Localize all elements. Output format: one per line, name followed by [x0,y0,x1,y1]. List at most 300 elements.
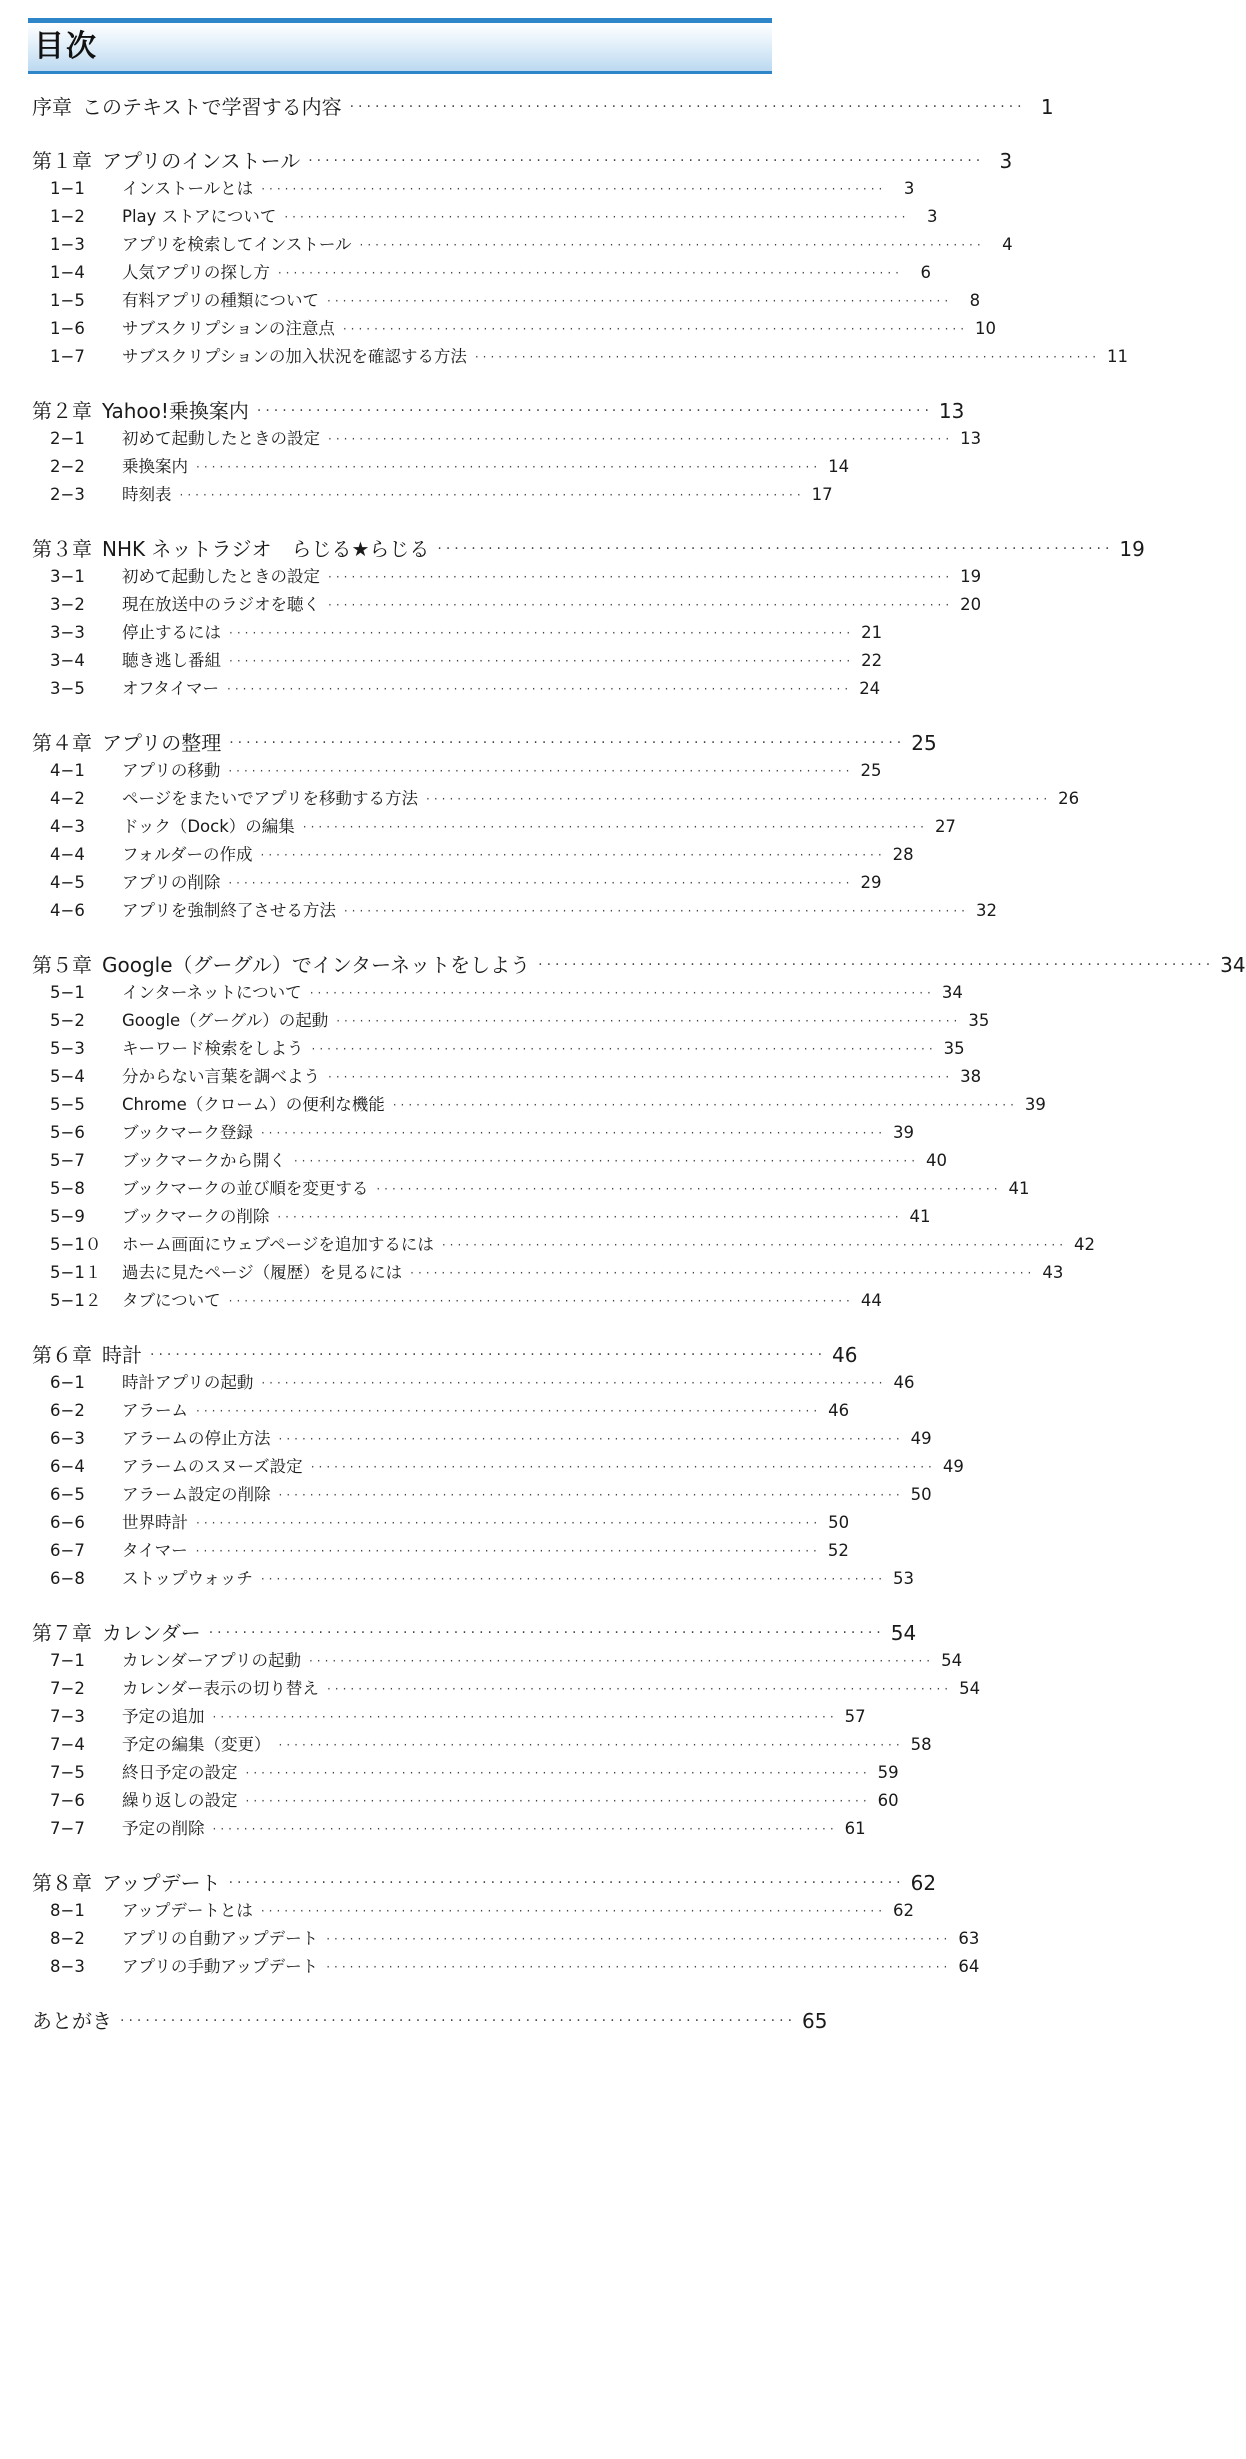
section-entry[interactable] [50,1760,899,1786]
entry-label: ブックマークの削除 [122,1207,270,1226]
leader-dots: ················································································ [228,1294,854,1308]
page-number: 54 [890,1621,917,1645]
page-number: 10 [975,319,997,338]
entry-title [50,592,320,618]
section-entry[interactable] [50,1120,915,1146]
entry-number: 3−2 [50,595,85,614]
entry-number: 4−6 [50,901,85,920]
section-entry[interactable] [50,1788,899,1814]
entry-title [50,1538,188,1564]
page-number: 41 [1008,1179,1030,1198]
section-entry[interactable] [50,1370,915,1396]
section-entry[interactable] [50,426,982,452]
leader-dots: ················································································ [327,294,953,308]
entry-label: 時刻表 [122,485,172,504]
entry-label: カレンダー [102,1621,201,1645]
entry-title [50,1482,271,1508]
entry-number: 5−1０ [50,1235,102,1254]
chapter-entry[interactable] [32,92,1054,122]
leader-dots: ················································································ [308,1654,935,1668]
page-number: 28 [892,845,914,864]
page-number: 35 [968,1011,990,1030]
leader-dots: ················································································ [179,488,805,502]
entry-label: アプリを検索してインストール [122,235,352,254]
section-entry[interactable] [50,1926,980,1952]
entry-title [32,1868,221,1898]
page-number: 49 [942,1457,964,1476]
entry-number: 5−4 [50,1067,85,1086]
entry-title [50,176,253,202]
page-number: 27 [934,817,956,836]
leader-dots: ················································································ [328,598,954,612]
entry-label: アップデート [102,1871,221,1895]
entry-label: Chrome（クローム）の便利な機能 [122,1095,385,1114]
section-entry[interactable] [50,1260,1064,1286]
page-number: 57 [844,1707,866,1726]
entry-number: 7−2 [50,1679,85,1698]
entry-title [32,2006,112,2036]
entry-number: 7−7 [50,1819,85,1838]
entry-title [32,396,249,426]
leader-dots: ················································································ [328,432,954,446]
entry-label: Google（グーグル）でインターネットをしよう [102,953,531,977]
entry-number: 7−3 [50,1707,85,1726]
entry-number: 2−3 [50,485,85,504]
entry-number: 3−4 [50,651,85,670]
entry-title [32,92,342,122]
section-entry[interactable] [50,1288,882,1314]
page-number: 54 [941,1651,963,1670]
entry-title [50,1898,253,1924]
entry-number: 第８章 [32,1871,92,1895]
page-number: 13 [960,429,982,448]
page-number: 65 [802,2009,828,2033]
entry-number: 1−2 [50,207,85,226]
toc-header [28,18,772,74]
entry-number: 8−3 [50,1957,85,1976]
entry-title [32,1340,142,1370]
page-number: 34 [1220,953,1246,977]
entry-title [50,344,467,370]
leader-dots: ················································································ [227,682,853,696]
leader-dots: ················································································ [260,848,886,862]
entry-label: ページをまたいでアプリを移動する方法 [122,789,419,808]
entry-label: 世界時計 [122,1513,188,1532]
entry-title [50,1064,320,1090]
page-number: 19 [960,567,982,586]
leader-dots: ················································································ [437,541,1114,557]
entry-title [50,204,276,230]
entry-number: 7−6 [50,1791,85,1810]
page-number: 43 [1042,1263,1064,1282]
section-entry[interactable] [50,898,997,924]
leader-dots: ················································································ [310,1460,936,1474]
page-number: 50 [910,1485,932,1504]
chapter-entry[interactable] [32,728,937,758]
leader-dots: ················································································ [196,1516,822,1530]
entry-title [50,842,253,868]
page-number: 41 [909,1207,931,1226]
entry-label: 乗換案内 [122,457,188,476]
chapter-entry[interactable] [32,534,1145,564]
entry-title [50,1426,271,1452]
section-entry[interactable] [50,1566,915,1592]
chapter-entry[interactable] [32,1868,937,1898]
section-entry[interactable] [50,344,1129,370]
entry-number: 6−8 [50,1569,85,1588]
page-number: 46 [828,1401,850,1420]
entry-title [50,1232,434,1258]
section-entry[interactable] [50,454,850,480]
entry-label: 停止するには [122,623,221,642]
entry-title [50,1788,238,1814]
entry-number: 3−3 [50,623,85,642]
entry-label: アラームの停止方法 [122,1429,271,1448]
entry-title [50,1566,253,1592]
entry-label: アラーム [122,1401,188,1420]
leader-dots: ················································································ [538,957,1215,973]
section-entry[interactable] [50,204,938,230]
page-number: 21 [861,623,883,642]
entry-number: 5−1１ [50,1263,102,1282]
section-entry[interactable] [50,1954,980,1980]
entry-number: 7−5 [50,1763,85,1782]
page-number: 25 [911,731,937,755]
leader-dots: ················································································ [328,570,954,584]
section-entry[interactable] [50,564,982,590]
page-number: 59 [877,1763,899,1782]
leader-dots: ················································································ [260,1572,887,1586]
entry-number: 7−4 [50,1735,85,1754]
section-entry[interactable] [50,1426,932,1452]
page-number: 11 [1107,347,1129,366]
section-entry[interactable] [50,1676,981,1702]
entry-number: 1−1 [50,179,85,198]
section-entry[interactable] [50,1538,849,1564]
entry-title [50,1008,328,1034]
leader-dots: ················································································ [277,266,903,280]
page-number: 44 [860,1291,882,1310]
section-entry[interactable] [50,1064,982,1090]
entry-label: 予定の削除 [122,1819,205,1838]
section-entry[interactable] [50,1008,990,1034]
entry-number: 8−2 [50,1929,85,1948]
page-number: 49 [910,1429,932,1448]
section-entry[interactable] [50,1092,1046,1118]
entry-title [50,1760,238,1786]
entry-label: ホーム画面にウェブページを追加するには [122,1235,434,1254]
entry-number: 5−1 [50,983,85,1002]
page-number: 1 [1040,95,1054,119]
section-entry[interactable] [50,1648,963,1674]
leader-dots: ················································································ [474,350,1101,364]
entry-title [50,1176,368,1202]
entry-number: 4−2 [50,789,85,808]
entry-title [50,870,220,896]
chapter-entry[interactable] [32,2006,828,2036]
leader-dots: ················································································ [336,1014,962,1028]
leader-dots: ················································································ [293,1154,920,1168]
entry-label: 予定の編集（変更） [122,1735,271,1754]
leader-dots: ················································································ [308,153,985,169]
entry-title [32,146,300,176]
entry-number: 第１章 [32,149,92,173]
entry-title [50,232,352,258]
section-entry[interactable] [50,1704,866,1730]
entry-label: サブスクリプションの注意点 [122,319,335,338]
section-entry[interactable] [50,1482,932,1508]
entry-number: 5−2 [50,1011,85,1030]
leader-dots: ················································································ [195,1544,821,1558]
entry-title [50,814,295,840]
section-entry[interactable] [50,842,914,868]
entry-title [50,426,320,452]
chapter-entry[interactable] [32,396,965,426]
entry-label: カレンダーアプリの起動 [122,1651,301,1670]
entry-title [50,620,221,646]
section-entry[interactable] [50,1398,850,1424]
entry-title [50,316,335,342]
entry-title [50,1676,319,1702]
leader-dots: ················································································ [441,1238,1068,1252]
page-number: 62 [893,1901,915,1920]
page-number: 39 [1024,1095,1046,1114]
entry-label: オフタイマー [122,679,220,698]
entry-number: 6−5 [50,1485,85,1504]
entry-title [50,1370,253,1396]
leader-dots: ················································································ [150,1347,827,1363]
leader-dots: ················································································ [326,1960,952,1974]
page-number: 52 [827,1541,849,1560]
leader-dots: ················································································ [302,820,928,834]
section-entry[interactable] [50,1732,932,1758]
page-number: 20 [960,595,982,614]
entry-label: 予定の追加 [122,1707,205,1726]
leader-dots: ················································································ [349,99,1026,115]
entry-number: 5−8 [50,1179,85,1198]
entry-number: 4−4 [50,845,85,864]
section-entry[interactable] [50,648,883,674]
section-entry[interactable] [50,758,882,784]
page-number: 19 [1119,537,1145,561]
section-entry[interactable] [50,316,997,342]
entry-title [50,1510,188,1536]
page-number: 34 [941,983,963,1002]
page-number: 3 [927,207,938,226]
entry-number: 1−7 [50,347,85,366]
entry-label: あとがき [32,2009,112,2033]
leader-dots: ················································································ [326,1932,952,1946]
entry-title [50,1120,253,1146]
leader-dots: ················································································ [245,1794,871,1808]
page-number: 25 [860,761,882,780]
entry-number: 6−1 [50,1373,85,1392]
leader-dots: ················································································ [228,1875,905,1891]
page-number: 24 [859,679,881,698]
entry-title [50,758,220,784]
entry-title [50,1454,303,1480]
section-entry[interactable] [50,1232,1096,1258]
entry-title [32,534,429,564]
page-number: 39 [893,1123,915,1142]
entry-title [50,564,320,590]
entry-number: 4−5 [50,873,85,892]
entry-number: 4−3 [50,817,85,836]
entry-number: 1−6 [50,319,85,338]
entry-title [50,1260,402,1286]
section-entry[interactable] [50,980,963,1006]
entry-title [50,1288,221,1314]
entry-number: 1−3 [50,235,85,254]
section-entry[interactable] [50,1510,850,1536]
section-entry[interactable] [50,814,956,840]
leader-dots: ················································································ [278,1488,904,1502]
entry-number: 6−2 [50,1401,85,1420]
section-entry[interactable] [50,288,981,314]
entry-title [32,950,530,980]
section-entry[interactable] [50,232,1013,258]
leader-dots: ················································································ [392,1098,1018,1112]
entry-label: アップデートとは [122,1901,253,1920]
section-entry[interactable] [50,786,1080,812]
entry-label: 時計アプリの起動 [122,1373,254,1392]
leader-dots: ················································································ [426,792,1052,806]
entry-number: 5−9 [50,1207,85,1226]
entry-title [50,288,319,314]
section-entry[interactable] [50,676,881,702]
entry-label: このテキストで学習する内容 [82,95,342,119]
leader-dots: ················································································ [284,210,910,224]
section-entry[interactable] [50,1898,915,1924]
page-number: 29 [860,873,882,892]
entry-number: 3−1 [50,567,85,586]
entry-label: NHK ネットラジオ らじる★らじる [102,537,430,561]
entry-title [50,1398,188,1424]
entry-number: 5−5 [50,1095,85,1114]
entry-label: ブックマーク登録 [122,1123,253,1142]
section-entry[interactable] [50,592,982,618]
entry-label: 繰り返しの設定 [122,1791,238,1810]
page-number: 6 [920,263,931,282]
entry-title [50,898,336,924]
entry-label: アプリの移動 [122,761,221,780]
entry-title [50,1926,318,1952]
page-number: 8 [969,291,981,310]
entry-label: アプリを強制終了させる方法 [122,901,336,920]
entry-label: 分からない言葉を調べよう [122,1067,320,1086]
entry-title [50,1704,205,1730]
page-title: 目次 [34,29,98,64]
entry-label: フォルダーの作成 [122,845,253,864]
leader-dots: ················································································ [229,626,855,640]
entry-number: 2−1 [50,429,85,448]
entry-title [50,676,219,702]
leader-dots: ················································································ [278,1432,904,1446]
leader-dots: ················································································ [245,1766,871,1780]
section-entry[interactable] [50,620,883,646]
section-entry[interactable] [50,870,882,896]
section-entry[interactable] [50,1204,931,1230]
entry-number: 3−5 [50,679,85,698]
section-entry[interactable] [50,1176,1030,1202]
leader-dots: ················································································ [309,986,935,1000]
chapter-entry[interactable] [32,1618,917,1648]
entry-label: インストールとは [122,179,254,198]
leader-dots: ················································································ [359,238,985,252]
section-entry[interactable] [50,482,833,508]
page-number: 42 [1074,1235,1096,1254]
chapter-entry[interactable] [32,146,1013,176]
leader-dots: ················································································ [260,1126,887,1140]
entry-number: 第３章 [32,537,92,561]
entry-label: アプリの整理 [102,731,222,755]
entry-label: アラームのスヌーズ設定 [122,1457,303,1476]
section-entry[interactable] [50,1148,948,1174]
entry-number: 7−1 [50,1651,85,1670]
section-entry[interactable] [50,1816,866,1842]
page-number: 63 [958,1929,980,1948]
entry-label: Yahoo!乗換案内 [102,399,249,423]
entry-title [50,1092,385,1118]
section-entry[interactable] [50,1036,965,1062]
leader-dots: ················································································ [328,1070,954,1084]
entry-number: 第４章 [32,731,92,755]
leader-dots: ················································································ [342,322,969,336]
entry-number: 第２章 [32,399,92,423]
leader-dots: ················································································ [261,1376,887,1390]
entry-title [50,1816,205,1842]
page-number: 35 [943,1039,965,1058]
entry-label: キーワード検索をしよう [122,1039,304,1058]
entry-label: 過去に見たページ（履歴）を見るには [122,1263,403,1282]
chapter-entry[interactable] [32,950,1246,980]
entry-title [50,260,270,286]
page-number: 17 [811,485,833,504]
entry-label: 終日予定の設定 [122,1763,238,1782]
section-entry[interactable] [50,176,915,202]
page-number: 14 [828,457,850,476]
entry-title [50,1204,269,1230]
entry-title [50,980,302,1006]
entry-label: 初めて起動したときの設定 [122,567,320,586]
page-number: 64 [958,1957,980,1976]
entry-label: サブスクリプションの加入状況を確認する方法 [122,347,467,366]
page-number: 46 [893,1373,915,1392]
entry-label: タブについて [122,1291,221,1310]
entry-title [50,786,418,812]
entry-number: 5−6 [50,1123,85,1142]
entry-title [50,1648,301,1674]
entry-label: 有料アプリの種類について [122,291,320,310]
leader-dots: ················································································ [228,764,854,778]
entry-label: 聴き逃し番組 [122,651,221,670]
page-number: 53 [893,1569,915,1588]
page-number: 32 [976,901,997,920]
entry-number: 6−4 [50,1457,85,1476]
chapter-entry[interactable] [32,1340,858,1370]
leader-dots: ················································································ [278,1738,904,1752]
page-number: 60 [877,1791,899,1810]
entry-number: 5−7 [50,1151,85,1170]
leader-dots: ················································································ [376,1182,1002,1196]
page-number: 50 [828,1513,850,1532]
entry-title [50,1148,286,1174]
entry-number: 第６章 [32,1343,92,1367]
section-entry[interactable] [50,260,931,286]
entry-label: Google（グーグル）の起動 [122,1011,329,1030]
section-entry[interactable] [50,1454,964,1480]
entry-number: 第７章 [32,1621,92,1645]
